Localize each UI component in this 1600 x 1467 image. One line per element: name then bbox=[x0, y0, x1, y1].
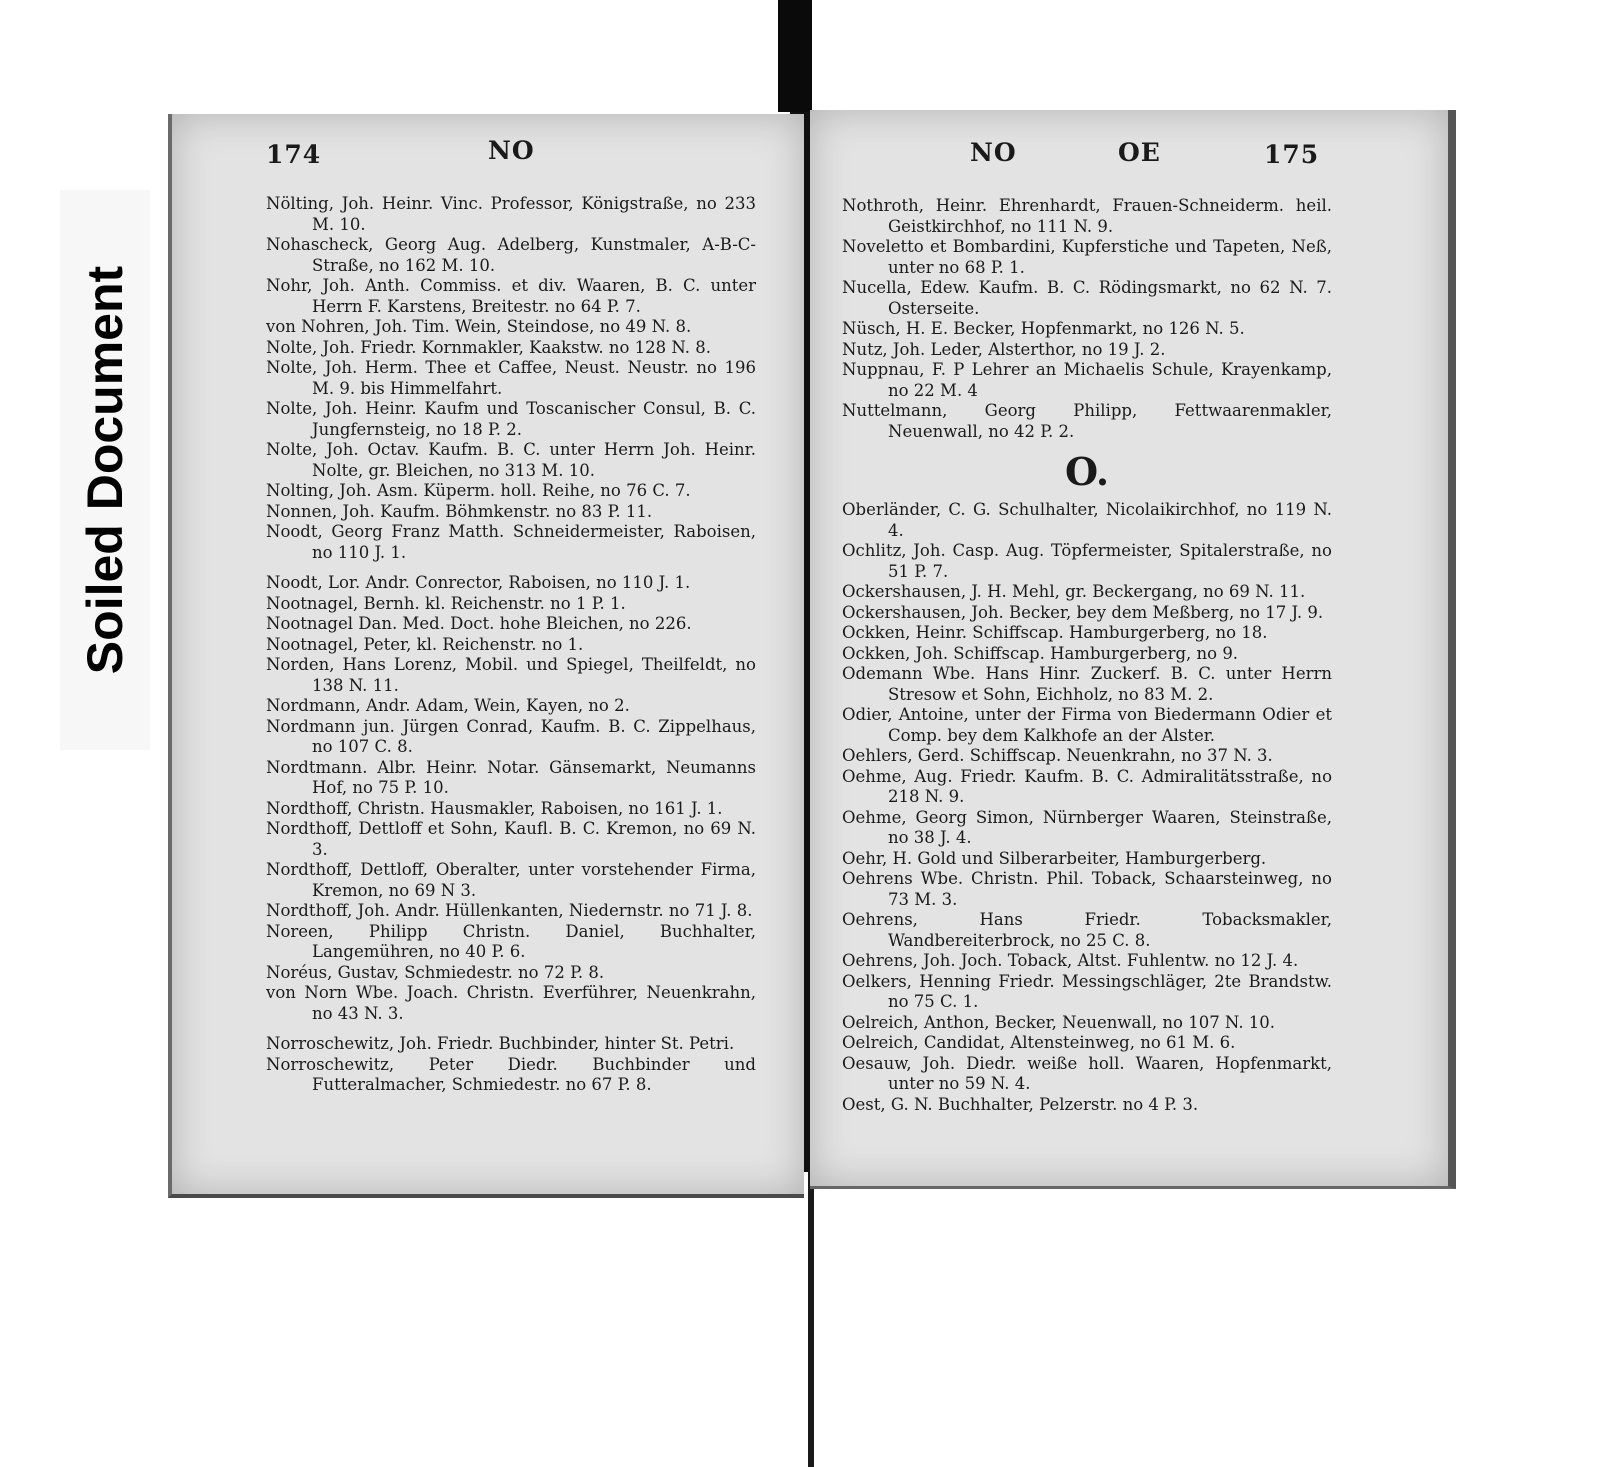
directory-entry: Nordmann, Andr. Adam, Wein, Kayen, no 2. bbox=[266, 696, 630, 715]
directory-entry: Noveletto et Bombardini, Kupferstiche und Tapeten, Neß, unter no 68 P. 1. bbox=[842, 237, 1332, 277]
directory-entry: Nutz, Joh. Leder, Alsterthor, no 19 J. 2. bbox=[842, 339, 1166, 359]
left-page-number: 174 bbox=[266, 140, 322, 169]
directory-entry: Ockken, Joh. Schiffscap. Hamburgerberg, no 9. bbox=[842, 643, 1239, 663]
right-page bbox=[810, 110, 1456, 1189]
directory-entry: Oehrens, Hans Friedr. Tobacksmakler, Wandbereiterbrock, no 25 C. 8. bbox=[842, 910, 1332, 950]
directory-entry: von Norn Wbe. Joach. Christn. Everführer, Neuenkrahn, no 43 N. 3. bbox=[266, 983, 756, 1023]
directory-entry: Oelreich, Anthon, Becker, Neuenwall, no 107 N. 10. bbox=[842, 1012, 1276, 1032]
directory-entry: Nolting, Joh. Asm. Küperm. holl. Reihe, no 76 C. 7. bbox=[266, 481, 691, 500]
directory-entry: Nohascheck, Georg Aug. Adelberg, Kunstmaler, A-B-C-Straße, no 162 M. 10. bbox=[266, 235, 756, 275]
directory-entry: Oberländer, C. G. Schulhalter, Nicolaikirchhof, no 119 N. 4. bbox=[842, 500, 1332, 540]
directory-entry: Oesauw, Joh. Diedr. weiße holl. Waaren, Hopfenmarkt, unter no 59 N. 4. bbox=[842, 1053, 1332, 1093]
right-running-header-left: NO bbox=[970, 138, 1017, 167]
directory-entry: Nucella, Edew. Kaufm. B. C. Rödingsmarkt, no 62 N. 7. Osterseite. bbox=[842, 278, 1332, 318]
section-letter-heading: O. bbox=[1064, 449, 1110, 494]
directory-entry: Nordthoff, Joh. Andr. Hüllenkanten, Niedernstr. no 71 J. 8. bbox=[266, 901, 753, 920]
directory-entry: Oehme, Aug. Friedr. Kaufm. B. C. Admiralitätsstraße, no 218 N. 9. bbox=[842, 766, 1332, 806]
right-entry-list bbox=[842, 196, 1332, 1115]
soiled-document-label: Soiled Document bbox=[77, 265, 133, 675]
directory-entry: Noreen, Philipp Christn. Daniel, Buchhalter, Langemühren, no 40 P. 6. bbox=[266, 921, 756, 961]
directory-entry: Nohr, Joh. Anth. Commiss. et div. Waaren, B. C. unter Herrn F. Karstens, Breitestr. no 64 P. 7. bbox=[266, 276, 756, 316]
directory-entry: Ockken, Heinr. Schiffscap. Hamburgerberg, no 18. bbox=[842, 623, 1268, 642]
directory-entry: Norroschewitz, Peter Diedr. Buchbinder und Futteralmacher, Schmiedestr. no 67 P. 8. bbox=[266, 1054, 756, 1094]
directory-entry: Nolte, Joh. Octav. Kaufm. B. C. unter Herrn Joh. Heinr. Nolte, gr. Bleichen, no 313 M. 10. bbox=[266, 440, 756, 480]
directory-entry: Odier, Antoine, unter der Firma von Biedermann Odier et Comp. bey dem Kalkhofe an der Alster. bbox=[842, 705, 1332, 745]
directory-entry: Nolte, Joh. Herm. Thee et Caffee, Neust. Neustr. no 196 M. 9. bis Himmelfahrt. bbox=[266, 358, 756, 398]
directory-entry: Nolte, Joh. Heinr. Kaufm und Toscanischer Consul, B. C. Jungfernsteig, no 18 P. 2. bbox=[266, 399, 756, 439]
directory-entry: Nonnen, Joh. Kaufm. Böhmkenstr. no 83 P. 11. bbox=[266, 501, 653, 521]
directory-entry: Oehrens, Joh. Joch. Toback, Altst. Fuhlentw. no 12 J. 4. bbox=[842, 951, 1299, 970]
directory-entry: Nordthoff, Christn. Hausmakler, Raboisen, no 161 J. 1. bbox=[266, 798, 723, 818]
directory-entry: Oehme, Georg Simon, Nürnberger Waaren, Steinstraße, no 38 J. 4. bbox=[842, 807, 1332, 847]
directory-entry: Nordthoff, Dettloff, Oberalter, unter vorstehender Firma, Kremon, no 69 N 3. bbox=[266, 860, 756, 900]
book-spine bbox=[778, 0, 812, 112]
left-running-header: NO bbox=[488, 136, 535, 165]
directory-entry: Nothroth, Heinr. Ehrenhardt, Frauen-Schneiderm. heil. Geistkirchhof, no 111 N. 9. bbox=[842, 196, 1332, 236]
directory-entry: Nolte, Joh. Friedr. Kornmakler, Kaakstw. no 128 N. 8. bbox=[266, 337, 712, 357]
left-entry-list bbox=[266, 194, 756, 1096]
directory-entry: Nootnagel Dan. Med. Doct. hohe Bleichen, no 226. bbox=[266, 614, 692, 633]
side-label-box bbox=[60, 190, 150, 750]
directory-entry: Nordthoff, Dettloff et Sohn, Kaufl. B. C. Kremon, no 69 N. 3. bbox=[266, 819, 756, 859]
directory-entry: Oelreich, Candidat, Altensteinweg, no 61 M. 6. bbox=[842, 1033, 1236, 1052]
directory-entry: Ockershausen, Joh. Becker, bey dem Meßberg, no 17 J. 9. bbox=[842, 602, 1324, 622]
directory-entry: Ochlitz, Joh. Casp. Aug. Töpfermeister, Spitalerstraße, no 51 P. 7. bbox=[842, 541, 1332, 581]
directory-entry: Oehr, H. Gold und Silberarbeiter, Hamburgerberg. bbox=[842, 848, 1267, 868]
directory-entry: Ockershausen, J. H. Mehl, gr. Beckergang, no 69 N. 11. bbox=[842, 582, 1306, 601]
spine-bottom-line bbox=[808, 1170, 814, 1467]
left-page bbox=[168, 114, 804, 1198]
directory-entry: Nordmann jun. Jürgen Conrad, Kaufm. B. C. Zippelhaus, no 107 C. 8. bbox=[266, 716, 756, 756]
directory-entry: von Nohren, Joh. Tim. Wein, Steindose, no 49 N. 8. bbox=[266, 317, 692, 336]
right-page-number: 175 bbox=[1264, 140, 1320, 169]
directory-entry: Nuttelmann, Georg Philipp, Fettwaarenmakler, Neuenwall, no 42 P. 2. bbox=[842, 401, 1332, 441]
right-running-header-right: OE bbox=[1118, 138, 1161, 167]
directory-entry: Oest, G. N. Buchhalter, Pelzerstr. no 4 P. 3. bbox=[842, 1094, 1199, 1114]
directory-entry: Noréus, Gustav, Schmiedestr. no 72 P. 8. bbox=[266, 962, 605, 982]
directory-entry: Nootnagel, Bernh. kl. Reichenstr. no 1 P. 1. bbox=[266, 593, 626, 613]
directory-entry: Norroschewitz, Joh. Friedr. Buchbinder, hinter St. Petri. bbox=[266, 1034, 735, 1053]
directory-entry: Nuppnau, F. P Lehrer an Michaelis Schule, Krayenkamp, no 22 M. 4 bbox=[842, 360, 1332, 400]
directory-entry: Nordtmann. Albr. Heinr. Notar. Gänsemarkt, Neumanns Hof, no 75 P. 10. bbox=[266, 757, 756, 797]
directory-entry: Oelkers, Henning Friedr. Messingschläger, 2te Brandstw. no 75 C. 1. bbox=[842, 971, 1332, 1011]
directory-entry: Norden, Hans Lorenz, Mobil. und Spiegel, Theilfeldt, no 138 N. 11. bbox=[266, 655, 756, 695]
directory-entry: Nölting, Joh. Heinr. Vinc. Professor, Königstraße, no 233 M. 10. bbox=[266, 194, 756, 234]
directory-entry: Noodt, Lor. Andr. Conrector, Raboisen, no 110 J. 1. bbox=[266, 573, 691, 592]
directory-entry: Nootnagel, Peter, kl. Reichenstr. no 1. bbox=[266, 634, 584, 654]
directory-entry: Nüsch, H. E. Becker, Hopfenmarkt, no 126 N. 5. bbox=[842, 319, 1245, 338]
directory-entry: Odemann Wbe. Hans Hinr. Zuckerf. B. C. unter Herrn Stresow et Sohn, Eichholz, no 83 M. 2. bbox=[842, 664, 1332, 704]
directory-entry: Oehlers, Gerd. Schiffscap. Neuenkrahn, no 37 N. 3. bbox=[842, 746, 1273, 765]
directory-entry: Noodt, Georg Franz Matth. Schneidermeister, Raboisen, no 110 J. 1. bbox=[266, 522, 756, 562]
directory-entry: Oehrens Wbe. Christn. Phil. Toback, Schaarsteinweg, no 73 M. 3. bbox=[842, 869, 1332, 909]
